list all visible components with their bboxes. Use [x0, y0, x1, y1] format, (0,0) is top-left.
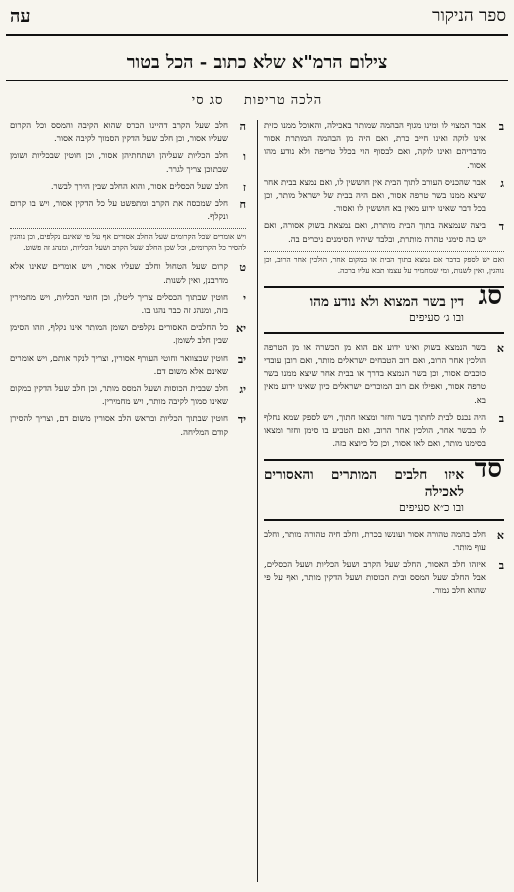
seif-text: חלב בהמה טהורה אסור ועונשו בכרת, וחלב חיה טהורה מותר, וחלב עוף מותר.: [264, 529, 486, 553]
seif: [264, 177, 504, 217]
seif: [10, 150, 246, 176]
header-rule: [6, 34, 508, 36]
seif: [10, 261, 246, 287]
seif-mark: ח: [239, 198, 246, 212]
seif: [264, 412, 504, 452]
siman-subheading: ובו כ״א סעיפים: [399, 501, 464, 515]
seif-text: כל החלבים האסורים נקלפים ושומן המותר אינו נקלף, וזהו הסימן שבין חלב לשומן.: [10, 323, 228, 347]
seif-mark: י: [243, 291, 246, 305]
seif-mark: יא: [236, 322, 246, 336]
seif-text: חלב הכליות שעליהן ושתחתיהן אסור, וכן חוטין שבכליות ושומן שבתוכן צריך לגרר.: [10, 151, 228, 175]
column-divider: [257, 120, 258, 882]
seif: [10, 413, 246, 439]
seif-mark: יב: [237, 352, 246, 366]
running-header: [10, 4, 506, 30]
seif-text: איזהו חלב האסור, החלב שעל הקרב ושעל הכליות ושעל הכסלים, אבל החלב שעל המסס ובית הכוסות ושעל הדקין מותר, ואף על פי שהוא חלב גמור.: [264, 560, 486, 597]
seif-text: חלב שעל הכסלים אסור, והוא החלב שבין הירך לבשר.: [50, 181, 228, 192]
seif-text: חלב שבבית הכוסות ושעל המסס מותר, וכן חלב שעל הדקין במקום שאינו סמוך לקיבה מותר, ויש מחמירין.: [10, 384, 228, 408]
seif-mark: ג: [500, 176, 504, 190]
seif-text: חוטין שבתוך הכליות ובראש הלב אסורין משום דם, וצריך להסירן קודם המליחה.: [10, 414, 228, 438]
seif-mark: ו: [243, 150, 246, 164]
siman-subheading: ובו ג׳ סעיפים: [409, 310, 464, 324]
seif-text: חלב שמכסה את הקרב ומתפשט על כל הדקין אסור, ויש בו קרום ונקלף.: [10, 199, 228, 223]
seif-text: אבר המצוי לו ומינו מגוף הבהמה שמותר באכילה, והאוכל ממנו כזית אינו לוקה ואינו חייב כרת, ואם היה מן הבהמה המותרת אסור מדבריהם ואינו לוקה, ואם לבסוף הוי בכלל טריפה ולא נודע מהו אסור.: [264, 121, 486, 171]
seif-text: אבר שהכניס העורב לתוך הבית אין חוששין לו, ואם נמצא בבית אחר שיצא ממנו בשר טרפה אסור, ואם היה בבית של ישראל מותר, וכן בכל דבר שאינו ידוע מאין בא חוששין לו ואסור.: [264, 177, 486, 215]
section-subtitle: [0, 92, 514, 108]
siman-label: סג סי: [191, 93, 224, 108]
seif: [10, 322, 246, 348]
seif-mark: ב: [498, 559, 504, 573]
page-number: עה: [10, 6, 31, 27]
seif-mark: יג: [239, 383, 246, 397]
seif-text: חלב שעל הקרב דהיינו הכרס שהוא הקיבה והמסס וכל הקרום שעליו אסור, וכן חלב שעל הדקין הסמוך לקיבה אסור.: [10, 121, 228, 145]
seif: [264, 120, 504, 173]
seif: [10, 198, 246, 224]
seif: [264, 342, 504, 408]
gloss-text: ואם יש לספק בדבר אם נמצא בתוך הבית או במקום אחר, הולכין אחר הרוב, וכן נוהגין, ואין לשנות, ומי שמחמיר על עצמו תבא עליו ברכה.: [264, 251, 504, 278]
gloss-text: ויש אומרים שכל הקרומים שעל החלב אסורים אף על פי שאינם נקלפים, וכן נוהגין להסיר כל הקרומים, וכל שכן החלב שעל הקרב ושעל הכליות, ומנהג זה פשוט.: [10, 228, 246, 255]
seif-mark: א: [496, 528, 504, 542]
seif-mark: ה: [239, 120, 246, 133]
book-title: ספר הניקור: [432, 6, 506, 26]
seif: [10, 353, 246, 379]
seif-text: ביצה שנמצאה בתוך הבית מותרת, ואם נמצאת בשוק אסורה, ואם יש בה סימני טהרה מותרת, ובלבד שיהיו הסימנים ניכרים בה.: [264, 221, 486, 245]
seif: [10, 120, 246, 146]
seif-text: בשר הנמצא בשוק ואינו ידוע אם הוא מן הכשרה או מן הטרפה הולכין אחר הרוב, ואם רוב הטבחים ישראלים מותר, ואם רובן עובדי כוכבים אסור, וכן בשר הנמצא בדרך או בבית אחר שיצא ממנו בשר טרפה אסור, ואפילו אם רוב המוכרים ישראלים כיון שאינו ידוע מאין בא.: [264, 342, 486, 406]
siman-heading-box: [264, 454, 504, 520]
seif: [264, 559, 504, 599]
seif: [264, 220, 504, 246]
seif-mark: ז: [242, 180, 246, 194]
seif-mark: ד: [498, 220, 504, 234]
siman-heading: דין בשר המצוא ולא נודע מהו: [309, 293, 464, 310]
left-column: [10, 120, 246, 882]
seif-mark: ב: [498, 120, 504, 133]
siman-number: סג: [478, 280, 502, 311]
title-rule: [6, 80, 508, 81]
seif-mark: יד: [237, 413, 246, 427]
seif-mark: ט: [239, 261, 246, 275]
seif: [10, 181, 246, 194]
seif: [10, 292, 246, 318]
seif: [10, 383, 246, 409]
seif-mark: א: [496, 341, 504, 355]
page-title: צילום הרמ"א שלא כתוב - הכל בטור: [126, 52, 388, 73]
seif-text: חוטין שבצוואר וחוטי העורף אסורין, וצריך לנקר אותם, ויש אומרים שאינם אלא משום דם.: [10, 353, 228, 377]
seif: [264, 529, 504, 555]
siman-heading: איזו חלבים המותרים והאסורים לאכילה: [264, 467, 464, 501]
seif-text: חוטין שבתוך הכסלים צריך ליטלן, וכן חוטי הכליות, ויש מחמירין בזה, ומנהג זה כבר נהגו בו.: [10, 292, 228, 317]
right-column: [264, 120, 504, 882]
seif-text: היה נכנס לבית לחתוך בשר וחזר ומצאו חתוך, ויש לספק שמא נחלף לו בבשר אחר, הולכין אחר הרוב, ואם הטביע בו סימן וחזר ומצאו בסימנו מותר, ואם לאו אסור, וכן כל כיוצא בזה.: [264, 412, 486, 450]
siman-number: סד: [474, 454, 502, 485]
seif-mark: ב: [498, 411, 504, 425]
seif-text: קרום שעל הטחול וחלב שעליו אסור, ויש אומרים שאינו אלא מדרבנן, ואין לשנות.: [10, 262, 228, 286]
halacha-label: הלכה טריפות: [243, 93, 323, 108]
siman-heading-box: [264, 280, 504, 334]
